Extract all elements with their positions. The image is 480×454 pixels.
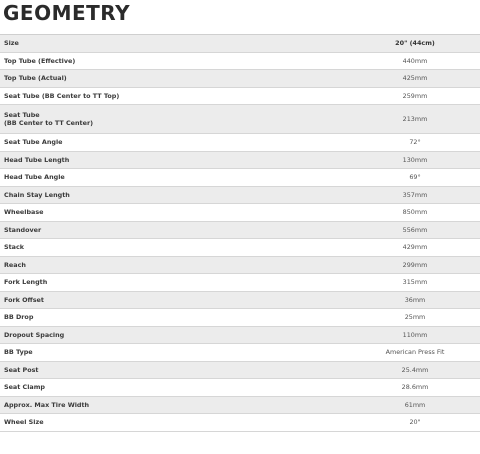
table-row [0, 414, 480, 432]
table-row [0, 105, 480, 134]
row-label: BB Drop [4, 313, 34, 322]
row-value: 20" [409, 418, 421, 427]
row-label: Reach [4, 260, 26, 269]
row-value: 72° [409, 138, 421, 147]
row-label: Top Tube (Effective) [4, 56, 76, 65]
row-value: American Press Fit [385, 348, 445, 357]
table-row [0, 70, 480, 88]
page-title: GEOMETRY [3, 1, 131, 25]
row-label: Chain Stay Length [4, 190, 70, 199]
table-row [0, 204, 480, 222]
table-row [0, 309, 480, 327]
row-value: 61mm [404, 400, 426, 409]
row-value: 429mm [402, 243, 428, 252]
table-row [0, 397, 480, 415]
row-label: Size [4, 39, 19, 48]
row-label: Dropout Spacing [4, 330, 65, 339]
row-label: Fork Offset [4, 295, 44, 304]
table-row [0, 379, 480, 397]
row-label: Seat Tube (BB Center to TT Top) [4, 91, 120, 100]
row-value: 36mm [404, 295, 426, 304]
row-value: 259mm [402, 91, 428, 100]
table-row [0, 344, 480, 362]
row-value: 69° [409, 173, 421, 182]
row-label: Seat Tube Angle [4, 138, 63, 147]
row-label: Stack [4, 243, 25, 252]
row-value: 25mm [404, 313, 426, 322]
table-row [0, 239, 480, 257]
row-value: 357mm [402, 190, 428, 199]
table-row [0, 327, 480, 345]
row-label: Wheelbase [4, 208, 44, 217]
row-value: 130mm [402, 155, 428, 164]
row-value: 213mm [402, 115, 428, 123]
row-label: Wheel Size [4, 418, 44, 427]
table-row [0, 292, 480, 310]
table-row [0, 88, 480, 106]
row-value: 315mm [402, 278, 428, 287]
row-label: Top Tube (Actual) [4, 74, 67, 83]
row-label: Head Tube Length [4, 155, 70, 164]
row-label: Head Tube Angle [4, 173, 65, 182]
row-value: 20" (44cm) [395, 39, 435, 48]
row-value: 299mm [402, 260, 428, 269]
row-label: Fork Length [4, 278, 48, 287]
table-row [0, 362, 480, 380]
row-label: BB Type [4, 348, 33, 357]
table-row [0, 257, 480, 275]
geometry-table [0, 34, 480, 432]
row-label: Seat Post [4, 365, 39, 374]
row-value: 850mm [402, 208, 428, 217]
row-value: 425mm [402, 74, 428, 83]
row-value: 28.6mm [401, 383, 429, 392]
table-row [0, 53, 480, 71]
row-label: Seat Tube (BB Center to TT Center) [4, 111, 94, 127]
table-row [0, 134, 480, 152]
table-row [0, 274, 480, 292]
row-label: Standover [4, 225, 42, 234]
row-value: 556mm [402, 225, 428, 234]
row-value: 110mm [402, 330, 428, 339]
table-row-size [0, 35, 480, 53]
row-value: 440mm [402, 56, 428, 65]
row-label: Seat Clamp [4, 383, 45, 392]
row-value: 25.4mm [401, 365, 429, 374]
table-row [0, 152, 480, 170]
row-label: Approx. Max Tire Width [4, 400, 90, 409]
table-row [0, 222, 480, 240]
table-row [0, 169, 480, 187]
table-row [0, 187, 480, 205]
